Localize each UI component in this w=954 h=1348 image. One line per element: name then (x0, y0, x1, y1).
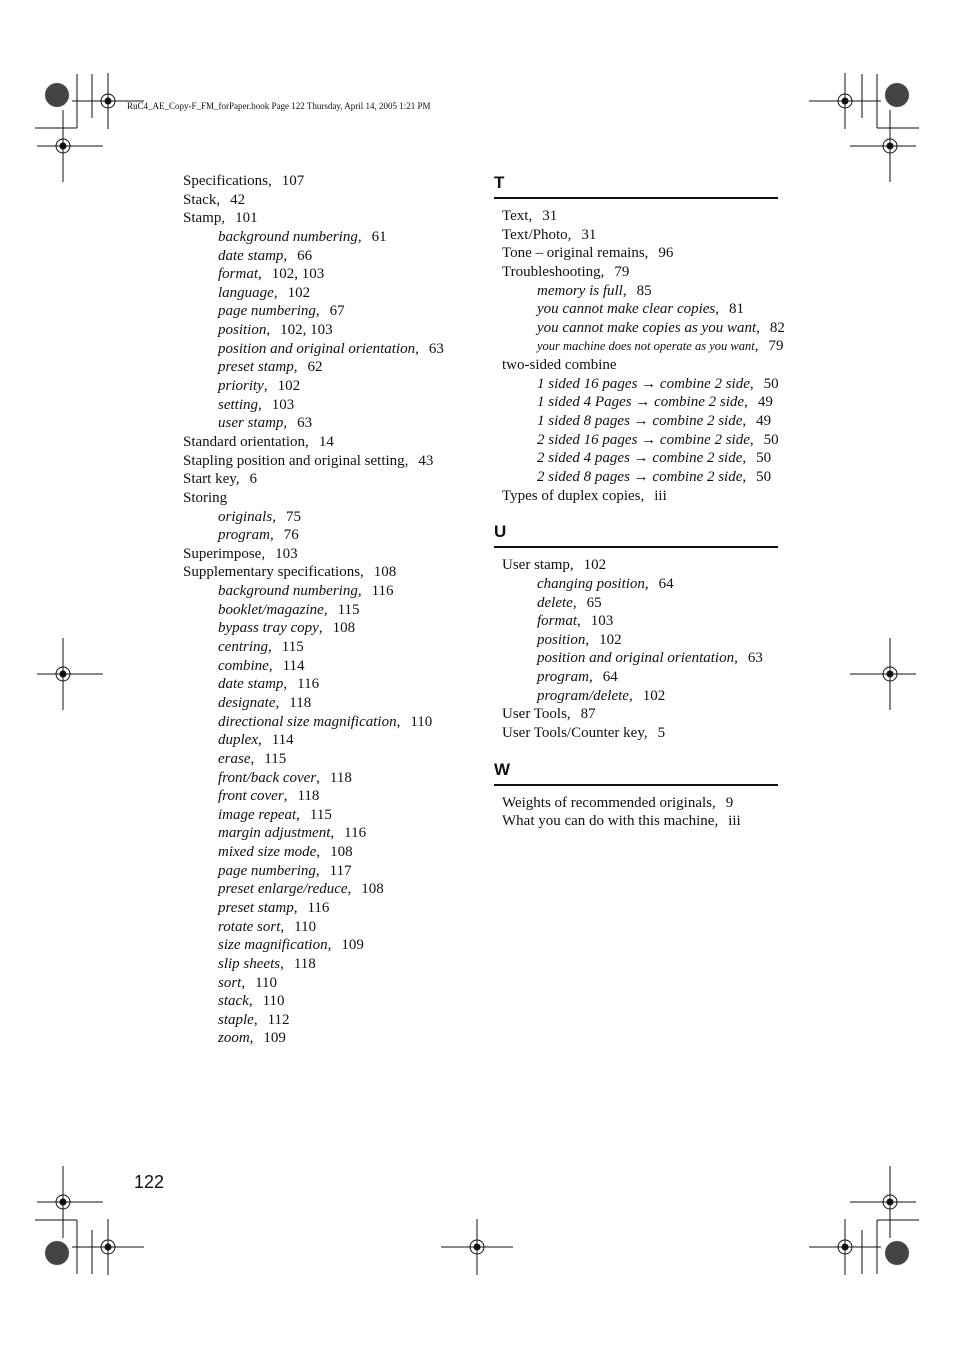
index-subentry (183, 862, 483, 881)
index-entry (183, 172, 483, 191)
page-reference: 118 (293, 955, 316, 972)
comma-separator: , (250, 750, 255, 767)
page-reference: 96 (658, 245, 674, 262)
index-subentry (502, 468, 778, 487)
index-subentry (183, 713, 483, 732)
index-term: page numbering (218, 862, 316, 879)
index-entry (183, 470, 483, 489)
page-reference: 107 (281, 173, 305, 189)
comma-separator: , (316, 844, 321, 861)
index-term: delete (537, 594, 573, 611)
index-subentry (183, 582, 483, 601)
comma-separator: , (357, 228, 362, 245)
page-reference: 102, 103 (271, 266, 325, 283)
index-term: originals (218, 508, 273, 525)
comma-separator: , (742, 468, 747, 485)
page-reference: 116 (297, 676, 320, 693)
page-reference: 117 (329, 862, 352, 879)
comma-separator: , (283, 247, 288, 264)
index-term: changing position (537, 575, 645, 592)
page-reference: 50 (756, 450, 772, 467)
section-letter-heading: U (494, 521, 778, 548)
comma-separator: , (744, 394, 748, 411)
page-reference: 31 (581, 226, 597, 243)
comma-separator: , (296, 806, 300, 823)
index-term: background numbering (218, 583, 358, 600)
page-reference: 14 (318, 433, 334, 450)
index-entry (183, 433, 483, 452)
index-subentry (183, 843, 483, 862)
page-reference: 49 (757, 394, 773, 411)
page-reference: 62 (307, 359, 323, 376)
comma-separator: , (280, 955, 284, 972)
index-subentry (183, 302, 483, 321)
comma-separator: , (241, 974, 246, 991)
index-term: stack (218, 993, 249, 1010)
comma-separator: , (577, 613, 581, 630)
page-reference: 115 (281, 639, 304, 656)
index-subentry (183, 899, 483, 918)
index-term: Supplementary specifications, (183, 564, 364, 581)
page-reference: 103 (590, 613, 614, 630)
page-reference: 65 (586, 594, 602, 611)
index-term: sort (218, 974, 242, 991)
index-subentry (183, 750, 483, 769)
index-subentry (502, 612, 778, 631)
page-reference: 50 (763, 375, 779, 392)
index-term: mixed size mode (218, 844, 317, 861)
comma-separator: , (275, 694, 280, 711)
index-term: Text/Photo, (502, 226, 572, 243)
index-subentry (183, 247, 483, 266)
index-term: preset enlarge/reduce (218, 881, 348, 898)
index-subentry (502, 631, 778, 650)
index-term: date stamp (218, 247, 284, 264)
comma-separator: , (588, 669, 593, 686)
index-subentry (502, 337, 784, 356)
index-subentry (502, 412, 778, 431)
index-term: program (218, 527, 270, 544)
comma-separator: , (742, 450, 747, 467)
page-reference: 102 (583, 557, 607, 574)
comma-separator: , (273, 284, 278, 301)
index-term: Stamp, (183, 210, 226, 227)
index-subentry (502, 319, 785, 338)
index-subentry (183, 377, 483, 396)
index-subentry (183, 526, 483, 545)
index-term: program (537, 669, 589, 686)
index-term: combine (218, 657, 269, 674)
page-reference: 116 (344, 825, 367, 842)
page-reference: 102, 103 (280, 322, 333, 339)
index-term: 1 sided 4 Pages → combine 2 side (537, 394, 745, 411)
comma-separator: , (268, 639, 272, 656)
index-entry (502, 226, 778, 245)
index-term: position (218, 322, 267, 339)
index-section (494, 759, 778, 831)
index-term: page numbering (218, 303, 316, 320)
index-subentry (183, 284, 483, 303)
comma-separator: , (585, 631, 590, 648)
index-subentry (183, 824, 483, 843)
page-reference: 110 (255, 974, 278, 991)
comma-separator: , (347, 881, 352, 898)
index-entry (183, 563, 483, 582)
index-subentry (183, 731, 483, 750)
comma-separator: , (756, 319, 760, 336)
page-reference: 102 (277, 378, 301, 395)
index-subentry (183, 806, 483, 825)
index-term: User Tools, (502, 706, 571, 723)
comma-separator: , (754, 338, 759, 355)
page-reference: 63 (297, 415, 313, 432)
comma-separator: , (272, 508, 276, 525)
comma-separator: , (293, 899, 298, 916)
index-term: rotate sort (218, 918, 281, 935)
page-reference: 64 (658, 575, 674, 592)
index-subentry (183, 1011, 483, 1030)
comma-separator: , (734, 650, 738, 667)
index-term: 2 sided 4 pages → combine 2 side (537, 450, 743, 467)
index-entry (183, 545, 483, 564)
comma-separator: , (258, 396, 262, 413)
index-term: user stamp (218, 415, 284, 432)
section-letter-heading: W (494, 759, 778, 786)
index-term: erase (218, 750, 251, 767)
comma-separator: , (396, 713, 401, 730)
page-reference: 108 (330, 844, 353, 861)
comma-separator: , (316, 769, 320, 786)
section-entries (494, 794, 778, 831)
index-subentry (183, 675, 483, 694)
index-subentry (183, 694, 483, 713)
index-entry (502, 724, 778, 743)
index-term: Standard orientation, (183, 433, 309, 450)
comma-separator: , (749, 431, 754, 448)
index-subentry (183, 769, 483, 788)
index-term: front cover (218, 788, 284, 805)
comma-separator: , (258, 266, 262, 283)
index-subentry (183, 787, 483, 806)
index-subentry (183, 918, 483, 937)
index-section (494, 521, 778, 742)
page-reference: 50 (763, 431, 779, 448)
comma-separator: , (318, 620, 323, 637)
index-term: Types of duplex copies, (502, 487, 645, 504)
comma-separator: , (269, 527, 274, 544)
page-reference: 115 (309, 806, 332, 823)
page-reference: 75 (285, 508, 301, 525)
page-reference: 79 (768, 338, 784, 355)
index-term: memory is full (537, 282, 623, 299)
index-subentry (183, 955, 483, 974)
comma-separator: , (715, 301, 720, 318)
index-subentry (183, 265, 483, 284)
index-subentry (502, 668, 778, 687)
index-subentry (502, 649, 778, 668)
index-column-left (183, 172, 483, 1048)
page-reference: 6 (249, 471, 258, 488)
index-term: format (537, 613, 578, 630)
index-term: you cannot make clear copies (537, 301, 716, 318)
page-reference: 49 (756, 413, 772, 430)
page-reference: 79 (614, 263, 630, 280)
index-term: 1 sided 16 pages → combine 2 side (537, 375, 750, 392)
index-subentry (502, 393, 778, 412)
comma-separator: , (330, 825, 335, 842)
page-reference: 101 (235, 210, 258, 227)
index-subentry (183, 880, 483, 899)
page-reference: 102 (599, 631, 622, 648)
index-entry (502, 812, 778, 831)
index-term: position and original orientation (537, 650, 735, 667)
print-header-info: RuC4_AE_Copy-F_FM_forPaper.book Page 122 Thursday, April 14, 2005 1:21 PM (127, 101, 431, 111)
page-reference: 115 (337, 601, 360, 618)
index-term: margin adjustment (218, 825, 331, 842)
index-entry (183, 191, 483, 210)
page-reference: 43 (418, 452, 434, 469)
index-entry (502, 705, 778, 724)
index-term: centring (218, 639, 268, 656)
index-entry (502, 263, 778, 282)
section-entries (494, 556, 778, 742)
page-reference: 5 (657, 725, 666, 742)
page-reference: 116 (371, 583, 394, 600)
index-subentry (502, 300, 778, 319)
index-term: two-sided combine (502, 357, 617, 374)
page-reference: 108 (373, 564, 397, 581)
index-term: language (218, 284, 274, 301)
index-term: your machine does not operate as you want (537, 339, 755, 354)
index-subentry (183, 414, 483, 433)
page-reference: 116 (307, 899, 330, 916)
section-gap (494, 743, 778, 759)
comma-separator: , (323, 601, 328, 618)
index-term: position and original orientation (218, 340, 416, 357)
index-term: bypass tray copy (218, 620, 319, 637)
page-reference: 66 (297, 247, 313, 264)
index-subentry (183, 619, 483, 638)
page-reference: 114 (271, 732, 294, 749)
index-subentry (502, 431, 778, 450)
index-section (494, 172, 785, 505)
index-entry (502, 356, 778, 375)
index-subentry (183, 992, 483, 1011)
index-term: booklet/magazine (218, 601, 324, 618)
index-term: preset stamp (218, 899, 294, 916)
page-reference: 50 (756, 468, 772, 485)
index-subentry (183, 1029, 483, 1048)
page-reference: 103 (271, 396, 295, 413)
index-term: User stamp, (502, 557, 574, 574)
comma-separator: , (644, 575, 649, 592)
page-reference: 67 (329, 303, 345, 320)
index-entry (183, 209, 483, 228)
comma-separator: , (315, 303, 320, 320)
index-term: Stack, (183, 191, 221, 208)
comma-separator: , (283, 788, 288, 805)
page-reference: 102 (642, 687, 666, 704)
index-subentry (183, 321, 483, 340)
page-reference: 31 (542, 208, 558, 224)
index-term: setting (218, 396, 258, 413)
index-term: Start key, (183, 471, 240, 488)
index-subentry (183, 638, 483, 657)
comma-separator: , (572, 594, 577, 611)
index-subentry (183, 358, 483, 377)
index-term: zoom (218, 1030, 250, 1047)
comma-separator: , (622, 282, 627, 299)
index-term: 2 sided 8 pages → combine 2 side (537, 468, 743, 485)
page-reference: iii (728, 813, 741, 830)
page-reference: 115 (264, 750, 287, 767)
page-number: 122 (134, 1172, 165, 1192)
index-term: date stamp (218, 676, 284, 693)
index-subentry (183, 974, 483, 993)
page-reference: 109 (341, 937, 364, 954)
page-reference: 42 (230, 191, 246, 208)
comma-separator: , (248, 993, 253, 1010)
page-reference: 110 (262, 993, 285, 1010)
index-term: background numbering (218, 228, 358, 245)
index-entry (502, 244, 778, 263)
index-term: Storing (183, 489, 228, 506)
index-term: image repeat (218, 806, 297, 823)
page-reference: 82 (769, 319, 785, 336)
comma-separator: , (315, 862, 320, 879)
index-subentry (502, 687, 778, 706)
index-subentry (502, 282, 778, 301)
index-term: program/delete (537, 687, 629, 704)
index-subentry (502, 375, 778, 394)
index-entry (502, 487, 778, 506)
index-entry (502, 794, 778, 813)
comma-separator: , (749, 375, 754, 392)
index-term: What you can do with this machine, (502, 813, 719, 830)
index-column-right (494, 172, 785, 831)
section-letter-heading: T (494, 172, 778, 199)
index-subentry (183, 601, 483, 620)
page-reference: 64 (602, 669, 618, 686)
page-reference: 109 (263, 1030, 286, 1047)
index-term: Specifications, (183, 173, 272, 189)
comma-separator: , (628, 687, 633, 704)
index-subentry (183, 936, 483, 955)
index-term: Troubleshooting, (502, 263, 605, 280)
page-reference: 108 (332, 620, 356, 637)
page-reference: 103 (275, 545, 298, 562)
index-entry (183, 452, 483, 471)
index-term: designate (218, 694, 276, 711)
index-subentry (183, 228, 483, 247)
comma-separator: , (249, 1030, 254, 1047)
index-term: Stapling position and original setting, (183, 452, 409, 469)
index-term: preset stamp (218, 359, 294, 376)
page-reference: 114 (282, 657, 305, 674)
page-reference: 118 (289, 694, 312, 711)
index-subentry (183, 340, 483, 359)
page-reference: 76 (283, 527, 299, 544)
page-reference: 108 (361, 881, 384, 898)
comma-separator: , (263, 378, 268, 395)
page-reference: 110 (294, 918, 317, 935)
page-reference: 81 (729, 301, 745, 318)
comma-separator: , (357, 583, 362, 600)
index-entry (183, 489, 483, 508)
comma-separator: , (266, 322, 271, 339)
page-reference: 87 (580, 706, 596, 723)
comma-separator: , (327, 937, 332, 954)
index-term: Weights of recommended originals, (502, 794, 716, 811)
index-term: front/back cover (218, 769, 317, 786)
section-entries (494, 207, 785, 505)
index-subentry (502, 575, 778, 594)
page-reference: 63 (428, 340, 444, 357)
index-entry (502, 207, 778, 226)
comma-separator: , (415, 340, 419, 357)
page-reference: 85 (636, 282, 652, 299)
index-term: Text, (502, 208, 533, 224)
comma-separator: , (742, 413, 747, 430)
page-reference: 110 (410, 713, 433, 730)
index-term: Tone – original remains, (502, 245, 649, 262)
index-term: Superimpose, (183, 545, 266, 562)
index-term: slip sheets (218, 955, 281, 972)
index-subentry (502, 594, 778, 613)
index-term: 1 sided 8 pages → combine 2 side (537, 413, 743, 430)
index-term: directional size magnification (218, 713, 397, 730)
page-reference: iii (654, 487, 667, 504)
section-gap (494, 505, 778, 521)
index-term: position (537, 631, 586, 648)
comma-separator: , (280, 918, 285, 935)
page-reference: 9 (725, 794, 734, 811)
index-term: User Tools/Counter key, (502, 725, 648, 742)
page-reference: 112 (267, 1011, 290, 1028)
index-term: priority (218, 378, 264, 395)
index-term: size magnification (218, 937, 328, 954)
comma-separator: , (257, 732, 262, 749)
comma-separator: , (283, 676, 288, 693)
page-reference: 61 (371, 228, 387, 245)
index-subentry (183, 508, 483, 527)
index-term: staple (218, 1011, 254, 1028)
index-entry (502, 556, 778, 575)
index-term: duplex (218, 732, 258, 749)
comma-separator: , (283, 415, 288, 432)
page-reference: 102 (287, 284, 311, 301)
page-reference: 118 (329, 769, 352, 786)
comma-separator: , (268, 657, 273, 674)
page-reference: 118 (297, 788, 320, 805)
index-subentry (502, 449, 778, 468)
index-subentry (183, 396, 483, 415)
page-reference: 63 (747, 650, 763, 667)
index-term: 2 sided 16 pages → combine 2 side (537, 431, 750, 448)
comma-separator: , (293, 359, 298, 376)
index-term: you cannot make copies as you want (537, 319, 757, 336)
index-subentry (183, 657, 483, 676)
comma-separator: , (253, 1011, 258, 1028)
index-term: format (218, 266, 259, 283)
